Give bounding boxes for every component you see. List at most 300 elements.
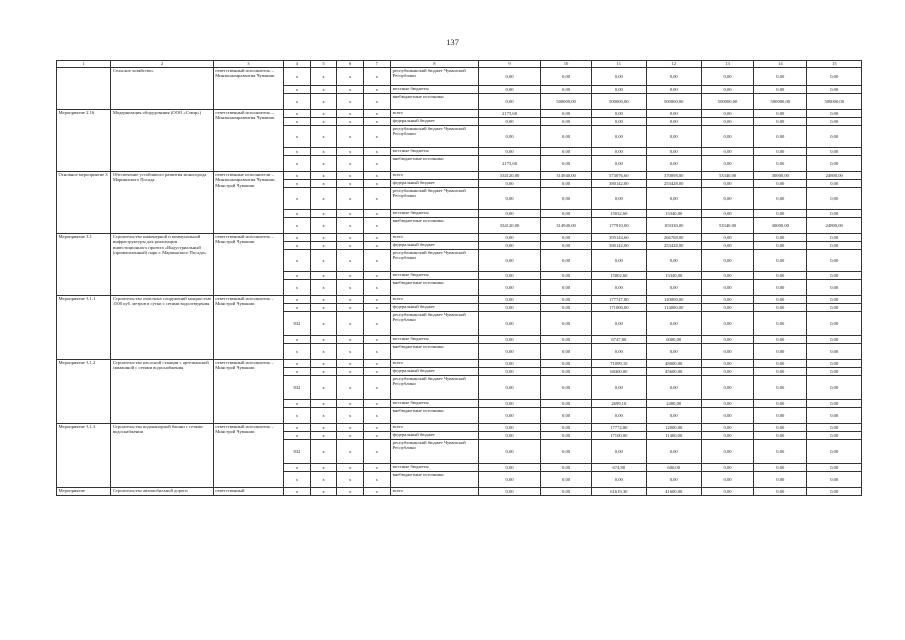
budget-code-cell: x [310,234,337,242]
column-number-1: 1 [57,61,111,68]
amount-cell: 13340,00 [646,210,701,218]
amount-cell: 0,00 [479,464,541,472]
amount-cell: 266768,00 [646,234,701,242]
budget-code-cell: x [337,156,364,172]
amount-cell: 0,00 [540,148,591,156]
budget-code-cell: x [284,280,311,296]
budget-code-cell: x [310,242,337,250]
amount-cell: 0,00 [540,304,591,312]
amount-cell: 0,00 [807,250,862,272]
amount-cell: 0,00 [540,376,591,400]
amount-cell: 0,00 [701,408,753,424]
budget-code-cell: x [284,250,311,272]
responsible-executor: ответственный исполнитель – Минстрой Чувашии [213,424,283,488]
amount-cell: 0,00 [540,180,591,188]
column-number-15: 15 [807,61,862,68]
amount-cell: 0,00 [479,242,541,250]
budget-code-cell: x [337,110,364,118]
amount-cell: 253428,00 [646,242,701,250]
funding-source: внебюджетные источники [390,344,478,360]
amount-cell: 334120,00 [479,172,541,180]
amount-cell: 0,00 [540,250,591,272]
budget-code-cell: x [310,488,337,496]
funding-source: местные бюджеты [390,336,478,344]
amount-cell: 0,00 [479,336,541,344]
amount-cell: 6000,00 [646,336,701,344]
amount-cell: 0,00 [646,312,701,336]
responsible-executor: ответственные исполнители – Минэкономразвития Чувашии, Минстрой Чувашии [213,172,283,234]
measure-code: Мероприятие 3.1.2 [57,360,111,424]
budget-code-cell: x [310,210,337,218]
budget-code-cell: x [310,344,337,360]
amount-cell: 0,00 [592,250,646,272]
budget-code-cell: x [284,234,311,242]
amount-cell: 0,00 [807,408,862,424]
amount-cell: 0,00 [754,188,807,210]
measure-code: Мероприятие 3.1.1 [57,296,111,360]
amount-cell: 0,00 [754,488,807,496]
budget-code-cell: x [364,86,391,94]
amount-cell: 674,80 [592,464,646,472]
budget-code-cell: x [337,296,364,304]
column-number-4: 4 [284,61,311,68]
amount-cell: 0,00 [754,68,807,86]
amount-cell: 0,00 [592,472,646,488]
amount-cell: 0,00 [479,408,541,424]
amount-cell: 0,00 [701,312,753,336]
budget-code-cell: x [310,432,337,440]
table-row [57,172,862,180]
amount-cell: 0,00 [807,242,862,250]
budget-code-cell: x [364,218,391,234]
amount-cell: 0,00 [807,234,862,242]
amount-cell: 17774,80 [592,424,646,432]
amount-cell: 0,00 [592,376,646,400]
amount-cell: 0,00 [592,280,646,296]
column-number-13: 13 [701,61,753,68]
amount-cell: 2699,10 [592,400,646,408]
amount-cell: 0,00 [754,472,807,488]
amount-cell: 0,00 [479,188,541,210]
amount-cell: 500000,00 [540,94,591,110]
budget-code-cell: x [310,68,337,86]
column-number-3: 3 [213,61,283,68]
amount-cell: 0,00 [479,304,541,312]
budget-code-cell: x [310,180,337,188]
column-number-10: 10 [540,61,591,68]
measure-code [57,68,111,110]
amount-cell: 0,00 [754,210,807,218]
budget-code-cell: x [310,118,337,126]
budget-code-cell: x [364,118,391,126]
amount-cell: 0,00 [592,126,646,148]
budget-code-cell: x [284,408,311,424]
amount-cell: 0,00 [754,408,807,424]
measure-code: Мероприятие [57,488,111,496]
budget-code-cell: x [337,68,364,86]
budget-code-cell: x [364,172,391,180]
amount-cell: 0,00 [807,312,862,336]
amount-cell: 177747,80 [592,296,646,304]
budget-code-cell: x [364,312,391,336]
budget-code-cell: x [284,336,311,344]
amount-cell: 0,00 [701,464,753,472]
budget-code-cell: x [310,250,337,272]
amount-cell: 0,00 [540,118,591,126]
funding-source: внебюджетные источники [390,218,478,234]
amount-cell: 0,00 [701,376,753,400]
amount-cell: 0,00 [754,234,807,242]
amount-cell: 45600,00 [646,368,701,376]
amount-cell: 0,00 [807,424,862,432]
column-number-5: 5 [310,61,337,68]
budget-code-cell: x [337,440,364,464]
page-number: 137 [446,37,459,47]
measure-code: Мероприятие 2.16 [57,110,111,172]
budget-code-cell: x [364,188,391,210]
budget-code-cell: x [310,188,337,210]
amount-cell: 0,00 [754,376,807,400]
budget-code-cell: x [364,488,391,496]
funding-source: местные бюджеты [390,272,478,280]
budget-code-cell: x [310,272,337,280]
amount-cell: 0,00 [701,424,753,432]
amount-cell: 0,00 [540,472,591,488]
amount-cell: 13340,00 [646,272,701,280]
funding-source: всего [390,424,478,432]
amount-cell: 171000,00 [592,304,646,312]
budget-code-cell: x [337,148,364,156]
amount-cell: 500000,00 [807,94,862,110]
amount-cell: 500000,00 [592,94,646,110]
amount-cell: 0,00 [754,272,807,280]
budget-code-cell: x [337,94,364,110]
amount-cell: 0,00 [646,68,701,86]
amount-cell: 334120,00 [479,218,541,234]
amount-cell: 0,00 [754,126,807,148]
amount-cell: 0,00 [479,424,541,432]
amount-cell: 0,00 [592,344,646,360]
funding-source: республиканский бюджет Чувашской Республики [390,376,478,400]
amount-cell: 0,00 [701,280,753,296]
amount-cell: 0,00 [540,156,591,172]
amount-cell: 0,00 [701,210,753,218]
amount-cell: 380142,00 [592,242,646,250]
funding-source: всего [390,296,478,304]
amount-cell: 0,00 [540,210,591,218]
budget-code-cell: x [310,336,337,344]
budget-code-cell: x [337,188,364,210]
budget-code-cell: x [337,242,364,250]
amount-cell: 15002,60 [592,272,646,280]
amount-cell: 0,00 [479,94,541,110]
amount-cell: 0,00 [754,440,807,464]
budget-code-cell: x [364,408,391,424]
amount-cell: 0,00 [701,360,753,368]
amount-cell: 500000,00 [754,94,807,110]
amount-cell: 370098,00 [646,172,701,180]
budget-code-cell: x [310,126,337,148]
budget-code-cell: x [284,304,311,312]
amount-cell: 0,00 [701,126,753,148]
budget-code-cell: x [310,472,337,488]
amount-cell: 0,00 [592,312,646,336]
budget-code-cell: x [284,218,311,234]
amount-cell: 0,00 [540,126,591,148]
funding-source: республиканский бюджет Чувашской Республики [390,126,478,148]
amount-cell: 0,00 [646,280,701,296]
responsible-executor: ответственный исполнитель – Минстрой Чувашии [213,296,283,360]
budget-code-cell: x [284,94,311,110]
amount-cell: 0,00 [479,296,541,304]
budget-code-cell: x [284,360,311,368]
budget-code-cell: x [284,118,311,126]
amount-cell: 0,00 [479,180,541,188]
amount-cell: 0,00 [646,472,701,488]
column-number-8: 8 [390,61,478,68]
amount-cell: 61619,30 [592,488,646,496]
amount-cell: 0,00 [540,368,591,376]
amount-cell: 114000,00 [646,304,701,312]
amount-cell: 2175,60 [479,156,541,172]
responsible-executor: ответственный исполнитель – Минэкономразвития Чувашии [213,110,283,172]
amount-cell: 0,00 [701,86,753,94]
amount-cell: 0,00 [646,126,701,148]
amount-cell: 0,00 [592,440,646,464]
funding-source: федеральный бюджет [390,242,478,250]
budget-code-cell: x [284,472,311,488]
amount-cell: 0,00 [646,188,701,210]
amount-cell: 0,00 [754,86,807,94]
amount-cell: 0,00 [701,110,753,118]
responsible-executor: ответственный исполнитель – Минстрой Чувашии [213,360,283,424]
budget-code-cell: x [284,180,311,188]
budget-code-cell: x [284,432,311,440]
amount-cell: 0,00 [479,210,541,218]
amount-cell: 0,00 [646,250,701,272]
amount-cell: 0,00 [701,400,753,408]
budget-code-cell: x [337,126,364,148]
budget-code-cell: x [284,242,311,250]
funding-source: местные бюджеты [390,86,478,94]
amount-cell: 0,00 [701,440,753,464]
column-number-6: 6 [337,61,364,68]
amount-cell: 0,00 [701,180,753,188]
budget-code-cell: 832 [284,440,311,464]
amount-cell: 0,00 [479,368,541,376]
measure-name: Обеспечение устойчивого развития моногорода Мариинского Посада [111,172,213,234]
budget-code-cell: x [364,344,391,360]
amount-cell: 0,00 [807,68,862,86]
funding-source: местные бюджеты [390,400,478,408]
amount-cell: 0,00 [540,312,591,336]
budget-code-cell: x [310,280,337,296]
budget-code-cell: x [310,440,337,464]
amount-cell: 2400,00 [646,400,701,408]
amount-cell: 0,00 [540,424,591,432]
budget-code-cell: x [310,376,337,400]
funding-source: всего [390,110,478,118]
amount-cell: 0,00 [754,424,807,432]
table-row [57,68,862,86]
budget-code-cell: x [337,360,364,368]
funding-source: внебюджетные источники [390,408,478,424]
amount-cell: 0,00 [540,188,591,210]
budget-code-cell: x [337,118,364,126]
amount-cell: 71099,10 [592,360,646,368]
table-row [57,360,862,368]
budget-code-cell: x [337,312,364,336]
amount-cell: 314940,00 [540,172,591,180]
amount-cell: 0,00 [754,242,807,250]
budget-code-cell: x [364,180,391,188]
amount-cell: 0,00 [807,118,862,126]
amount-cell: 0,00 [479,376,541,400]
funding-source: внебюджетные источники [390,472,478,488]
amount-cell: 0,00 [807,110,862,118]
amount-cell: 0,00 [646,156,701,172]
funding-source: федеральный бюджет [390,180,478,188]
funding-source: внебюджетные источники [390,156,478,172]
budget-code-cell: x [284,344,311,360]
budget-code-cell: x [310,94,337,110]
amount-cell: 0,00 [479,250,541,272]
budget-code-cell: x [284,296,311,304]
amount-cell: 0,00 [646,148,701,156]
funding-source: местные бюджеты [390,210,478,218]
amount-cell: 0,00 [479,280,541,296]
amount-cell: 2175,60 [479,110,541,118]
amount-cell: 120000,00 [646,296,701,304]
budget-code-cell: x [337,424,364,432]
budget-code-cell: x [284,210,311,218]
amount-cell: 0,00 [479,86,541,94]
budget-code-cell: x [310,218,337,234]
amount-cell: 0,00 [754,110,807,118]
measure-name: Модернизация оборудования (ООО «Сэвэр») [111,110,213,172]
budget-code-cell: x [337,210,364,218]
amount-cell: 24800,00 [807,172,862,180]
budget-code-cell: x [364,156,391,172]
budget-code-cell: x [310,368,337,376]
budget-code-cell: x [364,440,391,464]
amount-cell: 0,00 [701,242,753,250]
amount-cell: 0,00 [540,464,591,472]
budget-code-cell: x [284,156,311,172]
measure-code: Мероприятие 3.1.3 [57,424,111,488]
amount-cell: 600,00 [646,464,701,472]
amount-cell: 48000,00 [646,360,701,368]
amount-cell: 0,00 [807,280,862,296]
budget-code-cell: x [364,272,391,280]
amount-cell: 0,00 [754,296,807,304]
amount-cell: 0,00 [646,110,701,118]
budget-code-cell: x [310,400,337,408]
funding-source: внебюджетные источники [390,280,478,296]
amount-cell: 0,00 [479,126,541,148]
budget-code-cell: x [337,464,364,472]
funding-source: республиканский бюджет Чувашской Республики [390,250,478,272]
funding-source: республиканский бюджет Чувашской Республики [390,440,478,464]
amount-cell: 0,00 [540,488,591,496]
amount-cell: 0,00 [540,272,591,280]
amount-cell: 500000,00 [646,94,701,110]
amount-cell: 0,00 [807,360,862,368]
column-number-14: 14 [754,61,807,68]
budget-code-cell: x [364,368,391,376]
measure-code: Мероприятие 3.1 [57,234,111,296]
funding-source: местные бюджеты [390,464,478,472]
amount-cell: 24800,00 [807,218,862,234]
budget-code-cell: x [284,86,311,94]
funding-source: всего [390,360,478,368]
amount-cell: 0,00 [754,250,807,272]
budget-code-cell: x [364,280,391,296]
budget-code-cell: x [337,272,364,280]
amount-cell: 0,00 [540,432,591,440]
amount-cell: 0,00 [807,148,862,156]
amount-cell: 0,00 [807,368,862,376]
budget-code-cell: x [364,472,391,488]
amount-cell: 0,00 [807,304,862,312]
budget-code-cell: x [364,296,391,304]
budget-code-cell: x [364,400,391,408]
amount-cell: 103330,00 [646,218,701,234]
amount-cell: 0,00 [754,304,807,312]
funding-source: федеральный бюджет [390,118,478,126]
amount-cell: 11400,00 [646,432,701,440]
table-row [57,234,862,242]
table-row [57,424,862,432]
budget-code-cell: x [310,172,337,180]
amount-cell: 0,00 [701,118,753,126]
budget-code-cell: x [337,472,364,488]
amount-cell: 0,00 [754,336,807,344]
funding-source: всего [390,488,478,496]
amount-cell: 0,00 [540,344,591,360]
budget-code-cell: x [337,304,364,312]
amount-cell: 0,00 [754,156,807,172]
amount-cell: 0,00 [701,234,753,242]
budget-code-cell: x [364,376,391,400]
amount-cell: 0,00 [592,110,646,118]
measure-name: Сельское хозяйство» [111,68,213,110]
amount-cell: 0,00 [807,126,862,148]
amount-cell: 0,00 [701,368,753,376]
budget-code-cell: x [337,86,364,94]
budget-code-cell: 832 [284,376,311,400]
measure-name: Строительство автомобильной дороги [111,488,213,496]
amount-cell: 0,00 [807,432,862,440]
budget-code-cell: x [337,344,364,360]
amount-cell: 0,00 [479,118,541,126]
amount-cell: 0,00 [701,296,753,304]
amount-cell: 0,00 [701,488,753,496]
budget-code-cell: x [310,312,337,336]
budget-code-cell: x [337,368,364,376]
amount-cell: 0,00 [807,156,862,172]
budget-code-cell: x [337,376,364,400]
amount-cell: 0,00 [479,440,541,464]
budget-code-cell: x [364,360,391,368]
amount-cell: 53340,00 [701,218,753,234]
responsible-executor: ответственный исполнитель – Минэкономразвития Чувашии [213,68,283,110]
column-number-2: 2 [111,61,213,68]
amount-cell: 0,00 [701,148,753,156]
amount-cell: 177910,00 [592,218,646,234]
table-header-row [57,61,862,68]
budget-code-cell: x [364,336,391,344]
